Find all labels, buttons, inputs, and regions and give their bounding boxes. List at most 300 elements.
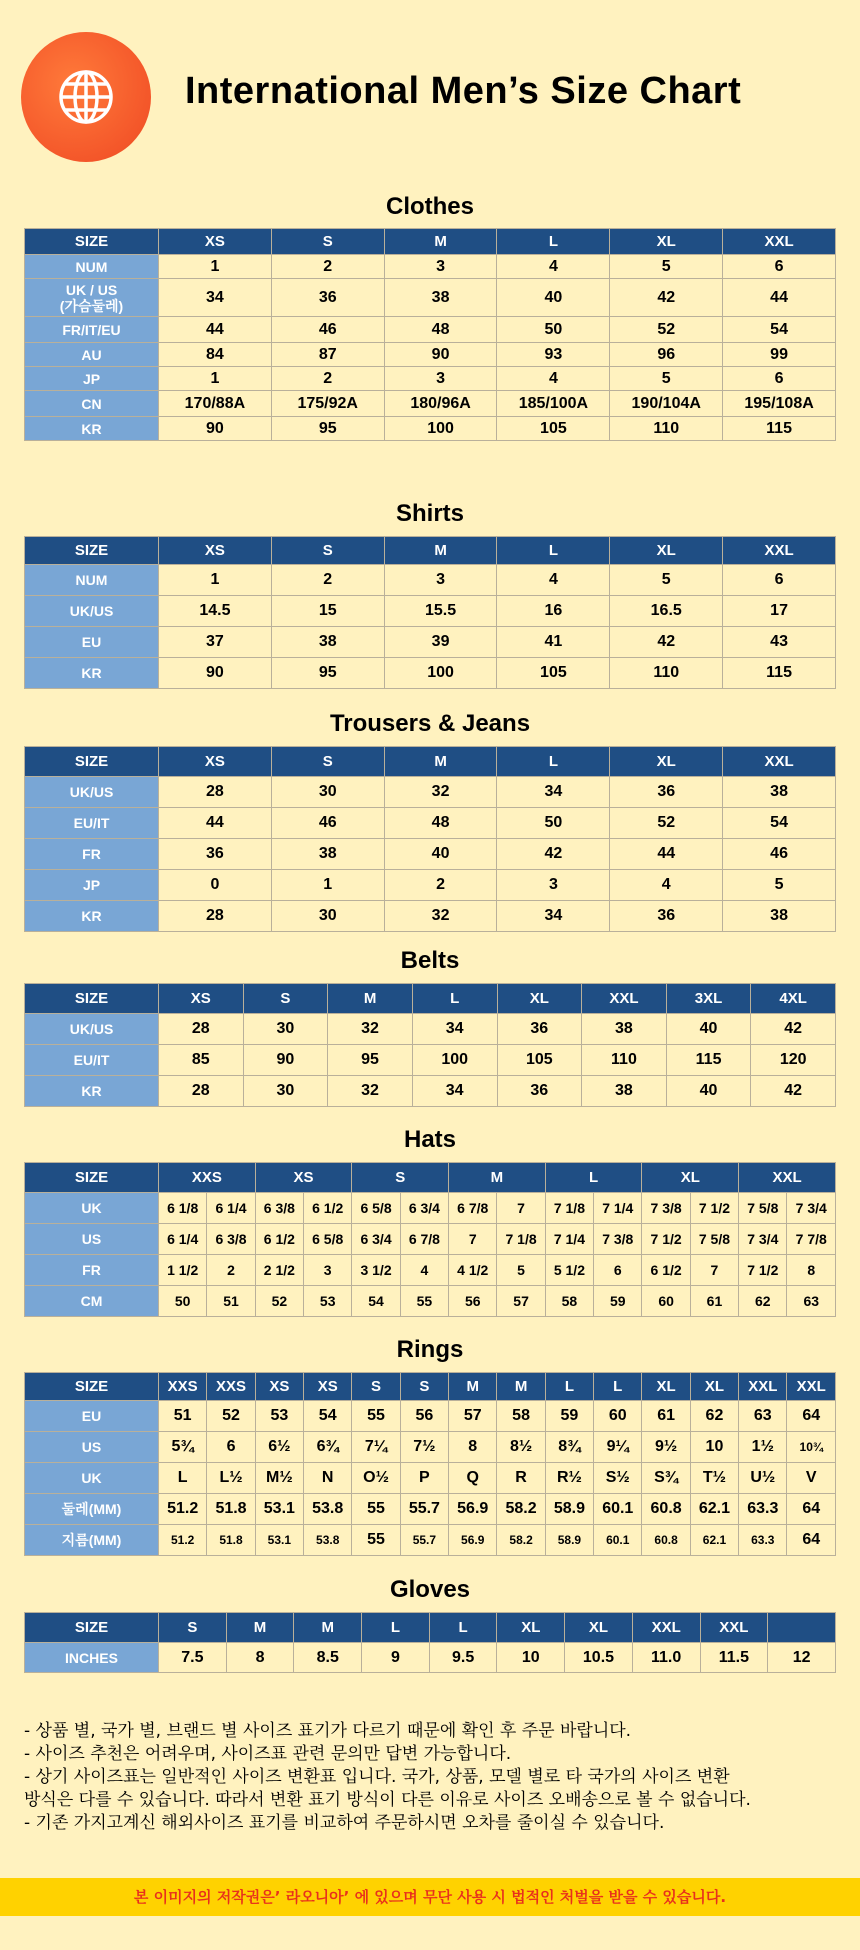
hats-row-label: UK	[25, 1193, 159, 1224]
belts-col-header: L	[412, 984, 497, 1014]
hats-cell: 59	[594, 1286, 642, 1317]
belts-cell: 115	[666, 1045, 751, 1076]
rings-cell: 8¾	[545, 1432, 593, 1463]
belts-col-header: 3XL	[666, 984, 751, 1014]
hats-cell: 6 1/2	[642, 1255, 690, 1286]
rings-cell: 59	[545, 1401, 593, 1432]
trousers-cell: 44	[159, 808, 272, 839]
clothes-col-header: L	[497, 229, 610, 255]
belts-cell: 40	[666, 1076, 751, 1107]
trousers-row	[25, 808, 836, 839]
shirts-row	[25, 596, 836, 627]
rings-table	[24, 1372, 836, 1556]
hats-cell: 7 1/2	[690, 1193, 738, 1224]
rings-col-header: XL	[690, 1373, 738, 1401]
trousers-table	[24, 746, 836, 932]
hats-col-header: XXS	[159, 1163, 256, 1193]
hats-cell: 2 1/2	[255, 1255, 303, 1286]
trousers-cell: 4	[610, 870, 723, 901]
hats-cell: 7	[449, 1224, 497, 1255]
belts-row-label: EU/IT	[25, 1045, 159, 1076]
header	[0, 0, 860, 175]
clothes-cell: 99	[723, 343, 836, 367]
copyright-footer: 본 이미지의 저작권은’ 라오니아’ 에 있으며 무단 사용 시 법적인 처벌을 받을 수 있습니다.	[0, 1878, 860, 1916]
hats-cell: 7 3/4	[739, 1224, 787, 1255]
hats-cell: 8	[787, 1255, 836, 1286]
rings-cell: 53.1	[255, 1525, 303, 1556]
hats-row	[25, 1193, 836, 1224]
trousers-row	[25, 839, 836, 870]
clothes-cell: 38	[384, 279, 497, 317]
shirts-title: Shirts	[395, 500, 464, 527]
shirts-cell: 3	[384, 565, 497, 596]
hats-cell: 7 1/4	[545, 1224, 593, 1255]
hats-cell: 7 1/4	[594, 1193, 642, 1224]
hats-cell: 7	[497, 1193, 545, 1224]
shirts-cell: 42	[610, 627, 723, 658]
gloves-title: Gloves	[389, 1576, 471, 1603]
hats-cell: 6 3/8	[207, 1224, 255, 1255]
belts-cell: 38	[582, 1076, 667, 1107]
globe-logo	[21, 32, 151, 162]
rings-cell: U½	[739, 1463, 787, 1494]
belts-cell: 32	[328, 1014, 413, 1045]
gloves-row	[25, 1643, 836, 1673]
belts-cell: 30	[243, 1076, 328, 1107]
rings-cell: 10	[690, 1432, 738, 1463]
clothes-cell: 1	[159, 255, 272, 279]
trousers-row	[25, 901, 836, 932]
trousers-row-label: KR	[25, 901, 159, 932]
clothes-cell: 110	[610, 417, 723, 441]
trousers-row-label: JP	[25, 870, 159, 901]
clothes-header-row	[25, 229, 836, 255]
rings-cell: 55.7	[400, 1525, 448, 1556]
belts-row-label: KR	[25, 1076, 159, 1107]
note-line: - 사이즈 추천은 어려우며, 사이즈표 관련 문의만 답변 가능합니다.	[24, 1744, 512, 1764]
rings-col-header: L	[545, 1373, 593, 1401]
hats-col-header: M	[449, 1163, 546, 1193]
trousers-cell: 48	[384, 808, 497, 839]
hats-cell: 5	[497, 1255, 545, 1286]
hats-cell: 63	[787, 1286, 836, 1317]
clothes-cell: 6	[723, 367, 836, 391]
hats-size-header: SIZE	[25, 1163, 159, 1193]
shirts-cell: 90	[159, 658, 272, 689]
rings-cell: 64	[787, 1401, 836, 1432]
shirts-col-header: M	[384, 537, 497, 565]
rings-row	[25, 1432, 836, 1463]
gloves-size-header: SIZE	[25, 1613, 159, 1643]
clothes-row-label: UK / US (가슴둘레)	[25, 279, 159, 317]
gloves-col-header: XXL	[700, 1613, 768, 1643]
hats-cell: 7 1/2	[739, 1255, 787, 1286]
hats-cell: 1 1/2	[159, 1255, 207, 1286]
notes	[24, 1720, 844, 1835]
clothes-row	[25, 317, 836, 343]
belts-row	[25, 1045, 836, 1076]
hats-cell: 7 3/8	[642, 1193, 690, 1224]
hats-cell: 6 3/4	[352, 1224, 400, 1255]
globe-icon	[56, 67, 116, 127]
gloves-cell: 11.5	[700, 1643, 768, 1673]
rings-cell: 51.8	[207, 1525, 255, 1556]
note-line: 방식은 다를 수 있습니다. 따라서 변환 표기 방식이 다른 이유로 사이즈 오배송으로 볼 수 없습니다.	[24, 1790, 751, 1810]
shirts-cell: 1	[159, 565, 272, 596]
trousers-cell: 0	[159, 870, 272, 901]
rings-cell: 51.2	[159, 1494, 207, 1525]
trousers-cell: 46	[271, 808, 384, 839]
shirts-row	[25, 658, 836, 689]
belts-table	[24, 983, 836, 1107]
rings-row	[25, 1463, 836, 1494]
gloves-table	[24, 1612, 836, 1673]
belts-cell: 105	[497, 1045, 582, 1076]
trousers-row-label: EU/IT	[25, 808, 159, 839]
clothes-table	[24, 228, 836, 441]
clothes-cell: 52	[610, 317, 723, 343]
rings-col-header: L	[594, 1373, 642, 1401]
belts-cell: 95	[328, 1045, 413, 1076]
rings-cell: 63.3	[739, 1525, 787, 1556]
clothes-row-label: CN	[25, 391, 159, 417]
shirts-cell: 38	[271, 627, 384, 658]
hats-cell: 53	[304, 1286, 352, 1317]
hats-cell: 7 1/2	[642, 1224, 690, 1255]
gloves-cell: 10	[497, 1643, 565, 1673]
shirts-header-row	[25, 537, 836, 565]
gloves-cell: 8.5	[294, 1643, 362, 1673]
trousers-header-row	[25, 747, 836, 777]
hats-cell: 54	[352, 1286, 400, 1317]
clothes-cell: 195/108A	[723, 391, 836, 417]
trousers-cell: 40	[384, 839, 497, 870]
clothes-cell: 40	[497, 279, 610, 317]
rings-cell: 63	[739, 1401, 787, 1432]
rings-cell: 60.1	[594, 1525, 642, 1556]
shirts-cell: 100	[384, 658, 497, 689]
rings-cell: 62.1	[690, 1525, 738, 1556]
hats-cell: 62	[739, 1286, 787, 1317]
rings-col-header: XXS	[207, 1373, 255, 1401]
shirts-cell: 17	[723, 596, 836, 627]
clothes-row-label: NUM	[25, 255, 159, 279]
rings-col-header: XS	[255, 1373, 303, 1401]
rings-cell: T½	[690, 1463, 738, 1494]
hats-cell: 58	[545, 1286, 593, 1317]
clothes-cell: 3	[384, 367, 497, 391]
shirts-cell: 16	[497, 596, 610, 627]
rings-cell: 1½	[739, 1432, 787, 1463]
hats-row-label: US	[25, 1224, 159, 1255]
shirts-cell: 4	[497, 565, 610, 596]
clothes-cell: 96	[610, 343, 723, 367]
gloves-row-label: INCHES	[25, 1643, 159, 1673]
shirts-cell: 2	[271, 565, 384, 596]
clothes-cell: 36	[271, 279, 384, 317]
clothes-cell: 100	[384, 417, 497, 441]
rings-col-header: XXL	[787, 1373, 836, 1401]
gloves-col-header	[768, 1613, 836, 1643]
hats-cell: 6 5/8	[352, 1193, 400, 1224]
belts-row	[25, 1014, 836, 1045]
clothes-cell: 46	[271, 317, 384, 343]
clothes-cell: 2	[271, 255, 384, 279]
trousers-row-label: UK/US	[25, 777, 159, 808]
hats-cell: 3	[304, 1255, 352, 1286]
trousers-cell: 36	[610, 777, 723, 808]
hats-cell: 7 1/8	[545, 1193, 593, 1224]
gloves-col-header: XL	[497, 1613, 565, 1643]
trousers-col-header: XXL	[723, 747, 836, 777]
rings-cell: 8	[449, 1432, 497, 1463]
belts-cell: 40	[666, 1014, 751, 1045]
hats-cell: 6	[594, 1255, 642, 1286]
hats-cell: 6 1/8	[159, 1193, 207, 1224]
hats-cell: 6 1/2	[304, 1193, 352, 1224]
shirts-cell: 15.5	[384, 596, 497, 627]
hats-col-header: S	[352, 1163, 449, 1193]
trousers-cell: 30	[271, 901, 384, 932]
clothes-cell: 93	[497, 343, 610, 367]
shirts-col-header: XL	[610, 537, 723, 565]
hats-row	[25, 1224, 836, 1255]
page-title: International Men’s Size Chart	[185, 70, 742, 112]
rings-col-header: M	[449, 1373, 497, 1401]
rings-cell: Q	[449, 1463, 497, 1494]
rings-row	[25, 1494, 836, 1525]
belts-cell: 36	[497, 1014, 582, 1045]
clothes-row-label: JP	[25, 367, 159, 391]
rings-cell: 60	[594, 1401, 642, 1432]
hats-col-header: L	[545, 1163, 642, 1193]
gloves-cell: 10.5	[565, 1643, 633, 1673]
rings-cell: 52	[207, 1401, 255, 1432]
rings-row-label: 지름(MM)	[25, 1525, 159, 1556]
rings-row-label: EU	[25, 1401, 159, 1432]
shirts-cell: 15	[271, 596, 384, 627]
trousers-cell: 34	[497, 901, 610, 932]
rings-col-header: S	[400, 1373, 448, 1401]
rings-cell: 56.9	[449, 1494, 497, 1525]
trousers-cell: 28	[159, 901, 272, 932]
clothes-col-header: M	[384, 229, 497, 255]
clothes-row-label: KR	[25, 417, 159, 441]
trousers-col-header: L	[497, 747, 610, 777]
trousers-cell: 52	[610, 808, 723, 839]
trousers-col-header: S	[271, 747, 384, 777]
hats-cell: 7 5/8	[690, 1224, 738, 1255]
rings-cell: P	[400, 1463, 448, 1494]
belts-header-row	[25, 984, 836, 1014]
trousers-cell: 38	[271, 839, 384, 870]
hats-cell: 60	[642, 1286, 690, 1317]
rings-cell: 54	[304, 1401, 352, 1432]
rings-cell: 60.8	[642, 1525, 690, 1556]
hats-cell: 6 1/4	[159, 1224, 207, 1255]
rings-cell: 58.2	[497, 1525, 545, 1556]
clothes-row	[25, 255, 836, 279]
rings-cell: 6½	[255, 1432, 303, 1463]
gloves-cell: 11.0	[632, 1643, 700, 1673]
rings-cell: O½	[352, 1463, 400, 1494]
shirts-table	[24, 536, 836, 689]
shirts-row-label: EU	[25, 627, 159, 658]
rings-title: Rings	[396, 1336, 464, 1363]
hats-table	[24, 1162, 836, 1317]
trousers-cell: 5	[723, 870, 836, 901]
belts-col-header: S	[243, 984, 328, 1014]
belts-row	[25, 1076, 836, 1107]
rings-row-label: US	[25, 1432, 159, 1463]
rings-cell: 60.8	[642, 1494, 690, 1525]
belts-cell: 90	[243, 1045, 328, 1076]
gloves-cell: 12	[768, 1643, 836, 1673]
rings-cell: 64	[787, 1494, 836, 1525]
clothes-cell: 1	[159, 367, 272, 391]
belts-cell: 30	[243, 1014, 328, 1045]
rings-cell: 62	[690, 1401, 738, 1432]
hats-cell: 4	[400, 1255, 448, 1286]
trousers-col-header: XS	[159, 747, 272, 777]
clothes-row	[25, 417, 836, 441]
shirts-cell: 41	[497, 627, 610, 658]
hats-col-header: XL	[642, 1163, 739, 1193]
trousers-cell: 2	[384, 870, 497, 901]
shirts-size-header: SIZE	[25, 537, 159, 565]
rings-cell: 55	[352, 1401, 400, 1432]
belts-cell: 36	[497, 1076, 582, 1107]
belts-cell: 34	[412, 1076, 497, 1107]
rings-cell: N	[304, 1463, 352, 1494]
rings-cell: 9½	[642, 1432, 690, 1463]
note-line: - 상기 사이즈표는 일반적인 사이즈 변환표 입니다. 국가, 상품, 모델 별로 타 국가의 사이즈 변환	[24, 1767, 730, 1787]
shirts-cell: 105	[497, 658, 610, 689]
rings-cell: 53.1	[255, 1494, 303, 1525]
trousers-cell: 34	[497, 777, 610, 808]
shirts-cell: 43	[723, 627, 836, 658]
clothes-cell: 95	[271, 417, 384, 441]
belts-cell: 42	[751, 1076, 836, 1107]
rings-cell: 60.1	[594, 1494, 642, 1525]
rings-cell: 7¼	[352, 1432, 400, 1463]
clothes-cell: 90	[384, 343, 497, 367]
hats-cell: 2	[207, 1255, 255, 1286]
gloves-col-header: L	[362, 1613, 430, 1643]
belts-cell: 34	[412, 1014, 497, 1045]
hats-cell: 56	[449, 1286, 497, 1317]
rings-col-header: M	[497, 1373, 545, 1401]
clothes-cell: 34	[159, 279, 272, 317]
trousers-cell: 1	[271, 870, 384, 901]
rings-cell: 55	[352, 1525, 400, 1556]
trousers-cell: 3	[497, 870, 610, 901]
trousers-col-header: XL	[610, 747, 723, 777]
trousers-size-header: SIZE	[25, 747, 159, 777]
hats-row	[25, 1286, 836, 1317]
hats-cell: 7 3/8	[594, 1224, 642, 1255]
rings-cell: 53.8	[304, 1525, 352, 1556]
trousers-cell: 32	[384, 777, 497, 808]
hats-title: Hats	[403, 1126, 457, 1153]
clothes-cell: 90	[159, 417, 272, 441]
shirts-row	[25, 565, 836, 596]
clothes-title: Clothes	[385, 193, 474, 220]
clothes-cell: 87	[271, 343, 384, 367]
clothes-col-header: XL	[610, 229, 723, 255]
rings-row-label: UK	[25, 1463, 159, 1494]
hats-cell: 7	[690, 1255, 738, 1286]
belts-cell: 110	[582, 1045, 667, 1076]
clothes-cell: 115	[723, 417, 836, 441]
clothes-cell: 44	[723, 279, 836, 317]
clothes-row-label: AU	[25, 343, 159, 367]
clothes-cell: 170/88A	[159, 391, 272, 417]
hats-row-label: FR	[25, 1255, 159, 1286]
belts-cell: 38	[582, 1014, 667, 1045]
rings-cell: 63.3	[739, 1494, 787, 1525]
rings-cell: V	[787, 1463, 836, 1494]
trousers-cell: 32	[384, 901, 497, 932]
shirts-cell: 37	[159, 627, 272, 658]
belts-row-label: UK/US	[25, 1014, 159, 1045]
hats-cell: 5 1/2	[545, 1255, 593, 1286]
clothes-row-label: FR/IT/EU	[25, 317, 159, 343]
gloves-col-header: M	[226, 1613, 294, 1643]
clothes-row	[25, 279, 836, 317]
note-line: - 상품 별, 국가 별, 브랜드 별 사이즈 표기가 다르기 때문에 확인 후 주문 바랍니다.	[24, 1721, 632, 1741]
hats-cell: 6 7/8	[449, 1193, 497, 1224]
gloves-col-header: M	[294, 1613, 362, 1643]
gloves-col-header: L	[429, 1613, 497, 1643]
rings-cell: 51	[159, 1401, 207, 1432]
rings-cell: M½	[255, 1463, 303, 1494]
trousers-cell: 36	[159, 839, 272, 870]
gloves-col-header: S	[159, 1613, 227, 1643]
rings-col-header: XXS	[159, 1373, 207, 1401]
rings-row	[25, 1525, 836, 1556]
belts-col-header: XL	[497, 984, 582, 1014]
shirts-cell: 16.5	[610, 596, 723, 627]
rings-cell: 61	[642, 1401, 690, 1432]
clothes-cell: 105	[497, 417, 610, 441]
rings-cell: S¾	[642, 1463, 690, 1494]
rings-col-header: XXL	[739, 1373, 787, 1401]
clothes-cell: 48	[384, 317, 497, 343]
hats-cell: 6 7/8	[400, 1224, 448, 1255]
belts-cell: 32	[328, 1076, 413, 1107]
rings-cell: 9¼	[594, 1432, 642, 1463]
rings-cell: 58.9	[545, 1525, 593, 1556]
belts-cell: 100	[412, 1045, 497, 1076]
trousers-cell: 36	[610, 901, 723, 932]
hats-cell: 6 3/4	[400, 1193, 448, 1224]
clothes-cell: 2	[271, 367, 384, 391]
hats-cell: 50	[159, 1286, 207, 1317]
belts-cell: 120	[751, 1045, 836, 1076]
clothes-row	[25, 343, 836, 367]
shirts-col-header: XS	[159, 537, 272, 565]
rings-cell: 58	[497, 1401, 545, 1432]
hats-col-header: XS	[255, 1163, 352, 1193]
trousers-title: Trousers & Jeans	[329, 710, 531, 737]
trousers-cell: 42	[497, 839, 610, 870]
clothes-col-header: XXL	[723, 229, 836, 255]
rings-col-header: XL	[642, 1373, 690, 1401]
hats-cell: 4 1/2	[449, 1255, 497, 1286]
rings-cell: 62.1	[690, 1494, 738, 1525]
rings-cell: 51.2	[159, 1525, 207, 1556]
